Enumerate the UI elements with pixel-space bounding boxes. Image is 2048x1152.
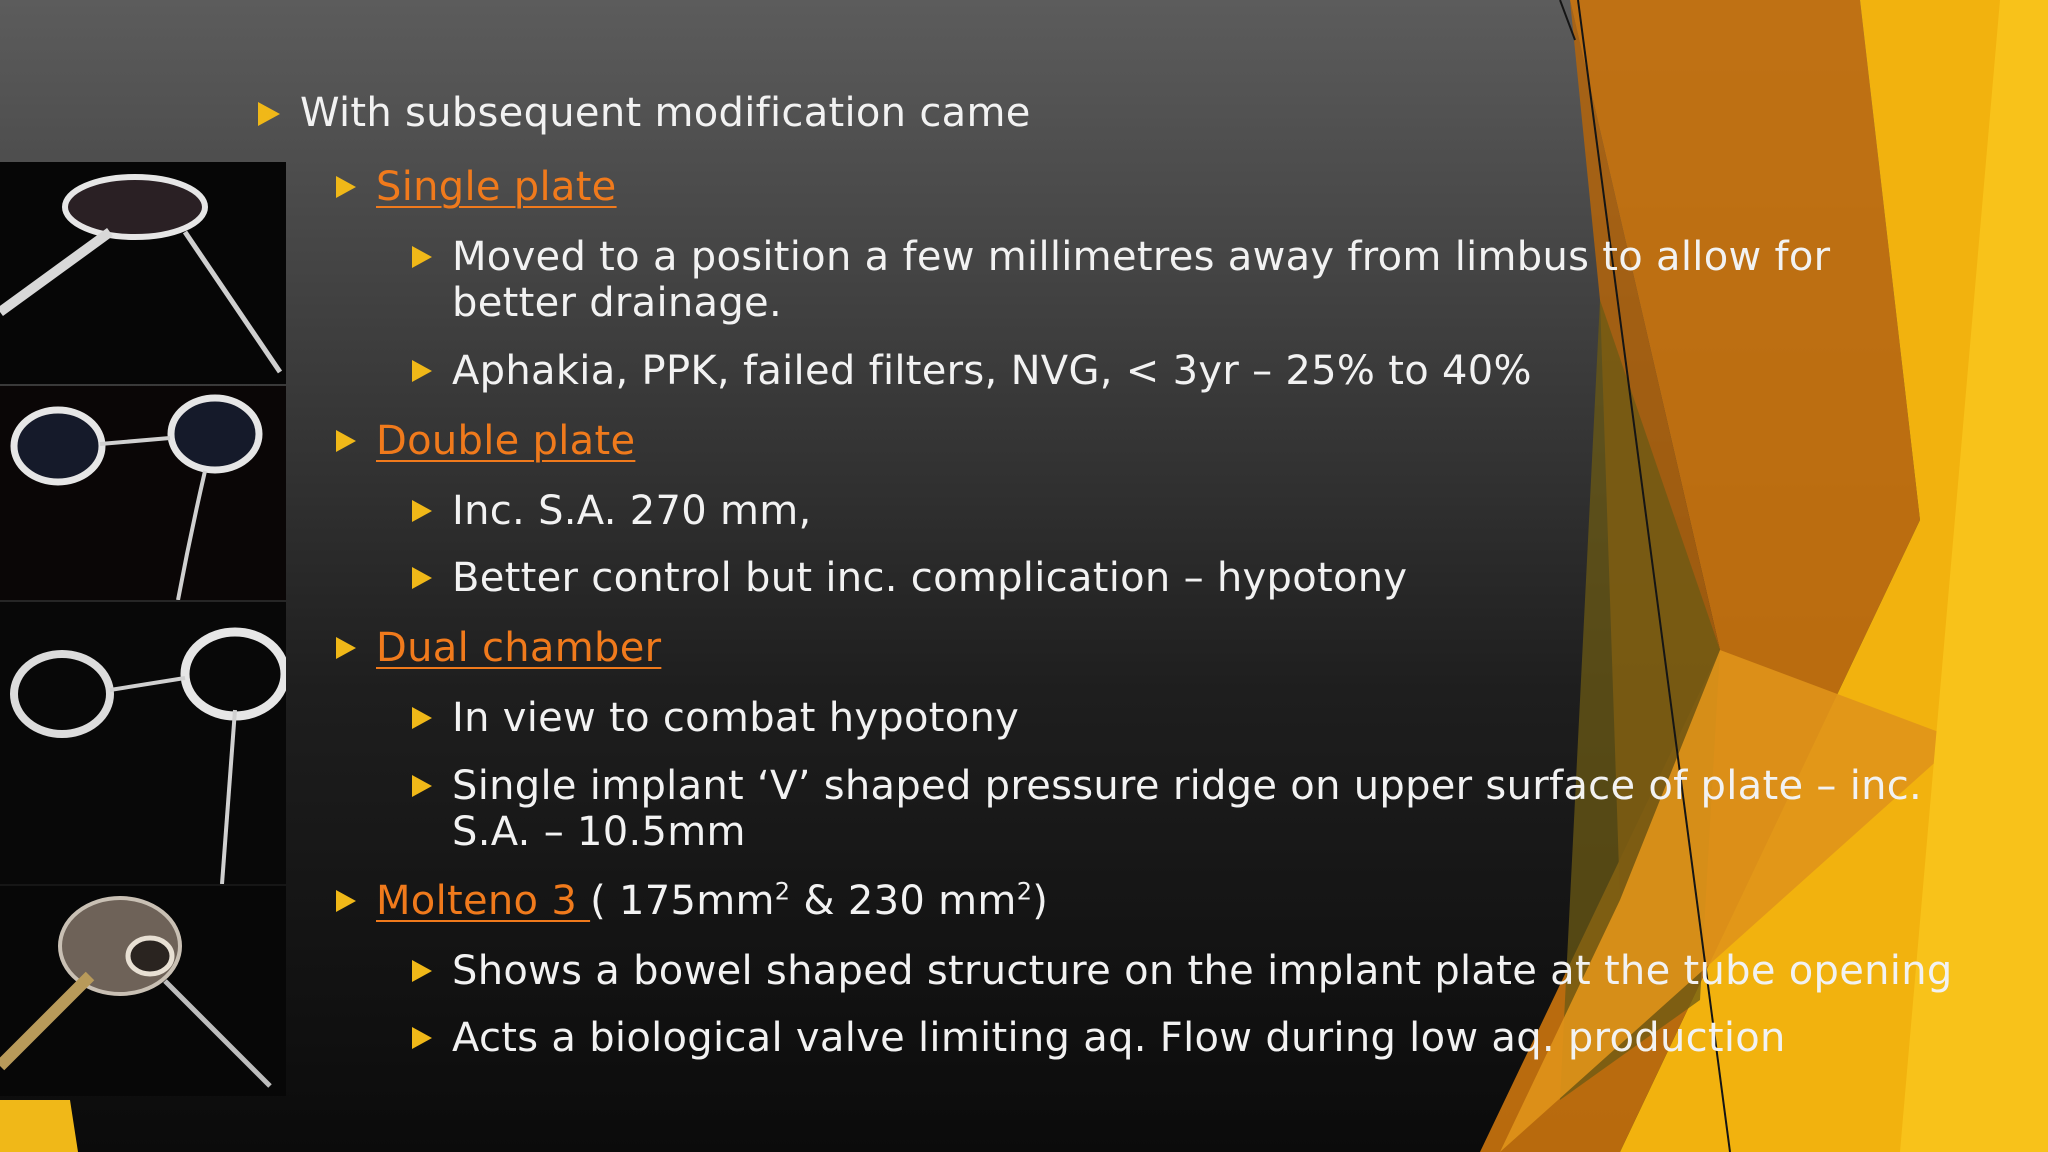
single-plate-bullet-2 [412,348,1532,394]
bullet-icon [412,567,432,589]
superscript-2: 2 [1016,877,1033,906]
bullet-icon [412,775,432,797]
single-plate-link[interactable]: Single plate [376,164,617,210]
bullet-icon [336,430,356,452]
double-plate-bullet-2 [412,555,1407,601]
bullet-icon [412,960,432,982]
bullet-icon [336,637,356,659]
heading-item [258,90,1031,136]
area-close: ) [1032,878,1049,924]
area-mid: & 230 mm [790,878,1017,924]
bullet-icon [412,500,432,522]
dual-chamber-bullet-2 [412,763,1942,855]
bullet-text: Aphakia, PPK, failed filters, NVG, < 3yr – 25% to 40% [452,348,1532,394]
bullet-icon [412,707,432,729]
bullet-text: Single implant ‘V’ shaped pressure ridge on upper surface of plate – inc. S.A. – 10.5mm [452,763,1923,855]
bullet-icon [412,246,432,268]
dual-chamber-item [336,625,661,671]
area-open: ( 175mm [590,878,775,924]
bullet-text: Better control but inc. complication – hypotony [452,555,1408,601]
molteno-3-item [336,878,1048,924]
double-plate-bullet-1 [412,488,812,534]
molteno-3-bullet-2 [412,1015,1786,1061]
dual-chamber-link[interactable]: Dual chamber [376,625,662,671]
heading-text: With subsequent modification came [300,90,1031,136]
single-plate-bullet-1 [412,234,1882,326]
bullet-icon [412,1027,432,1049]
bullet-text: Acts a biological valve limiting aq. Flow during low aq. production [452,1015,1786,1061]
bullet-text: In view to combat hypotony [452,695,1020,741]
bullet-icon [336,890,356,912]
bullet-icon [412,360,432,382]
bullet-text: Moved to a position a few millimetres away from limbus to allow for better drainage. [452,234,1831,326]
single-plate-item [336,164,617,210]
bullet-icon [336,176,356,198]
bullet-text: Shows a bowel shaped structure on the implant plate at the tube opening [452,948,1953,994]
double-plate-link[interactable]: Double plate [376,418,636,464]
dual-chamber-bullet-1 [412,695,1019,741]
bullet-icon [258,102,280,126]
bullet-text: Inc. S.A. 270 mm, [452,488,812,534]
superscript-1: 2 [774,877,791,906]
double-plate-item [336,418,635,464]
molteno-3-link[interactable]: Molteno 3 [376,878,591,924]
molteno-3-bullet-1 [412,948,1953,994]
